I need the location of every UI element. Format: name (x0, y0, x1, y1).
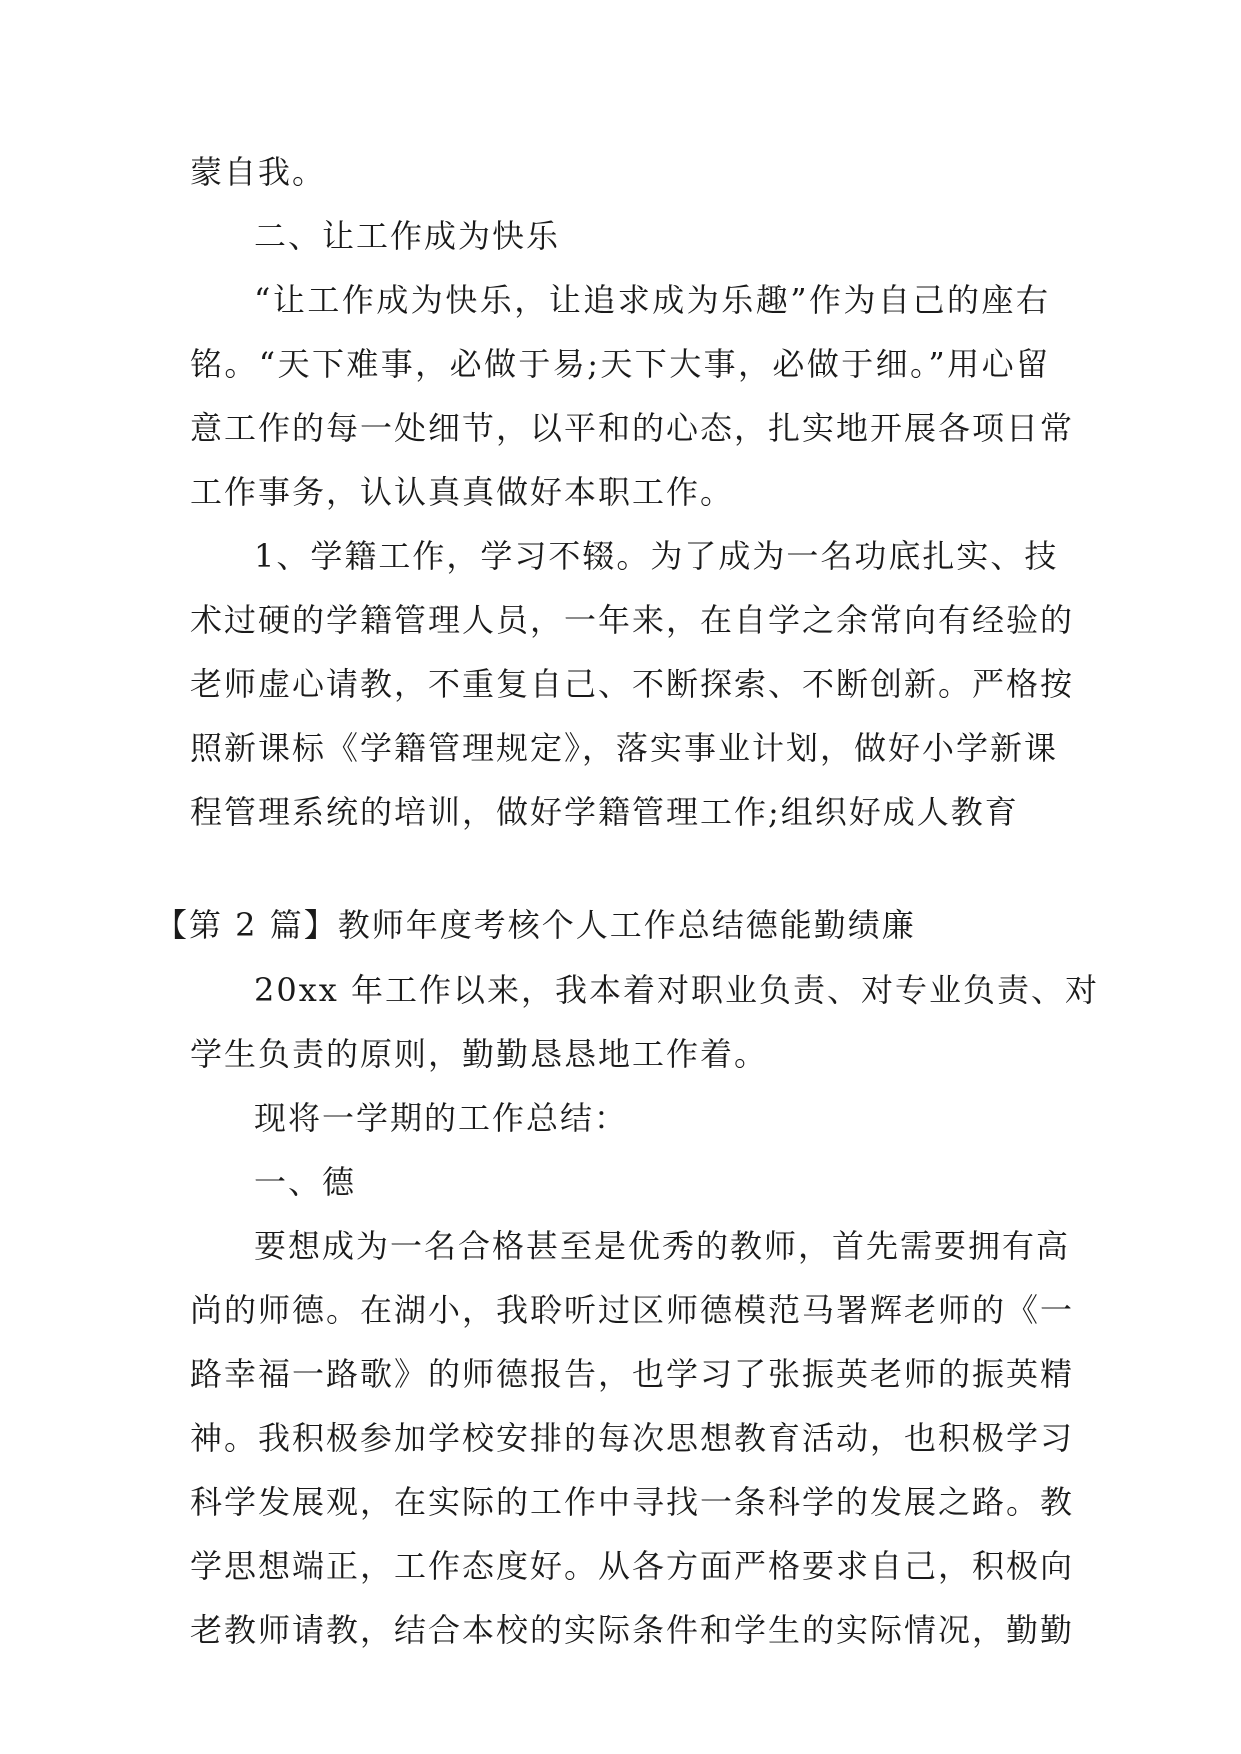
paragraph-line: 老师虚心请教，不重复自己、不断探索、不断创新。严格按 (190, 665, 1075, 703)
paragraph-line: 要想成为一名合格甚至是优秀的教师，首先需要拥有高 (254, 1227, 1071, 1265)
paragraph-line: 蒙自我。 (190, 153, 327, 191)
section-heading: 二、让工作成为快乐 (254, 217, 561, 255)
paragraph-line: 20xx 年工作以来，我本着对职业负责、对专业负责、对 (254, 971, 1099, 1009)
paragraph-line: 工作事务，认认真真做好本职工作。 (190, 473, 735, 511)
paragraph-line: 现将一学期的工作总结： (254, 1099, 629, 1137)
paragraph-line: 照新课标《学籍管理规定》，落实事业计划，做好小学新课 (190, 729, 1059, 767)
paragraph-line: 1、学籍工作，学习不辍。为了成为一名功底扎实、技 (254, 537, 1059, 575)
paragraph-line: 学生负责的原则，勤勤恳恳地工作着。 (190, 1035, 769, 1073)
paragraph-line: 神。我积极参加学校安排的每次思想教育活动，也积极学习 (190, 1419, 1075, 1457)
paragraph-line: 路幸福一路歌》的师德报告，也学习了张振英老师的振英精 (190, 1355, 1075, 1393)
paragraph-line: 意工作的每一处细节，以平和的心态，扎实地开展各项日常 (190, 409, 1075, 447)
paragraph-line: 科学发展观，在实际的工作中寻找一条科学的发展之路。教 (190, 1483, 1075, 1521)
article-title: 【第 2 篇】教师年度考核个人工作总结德能勤绩廉 (155, 906, 916, 944)
paragraph-line: 老教师请教，结合本校的实际条件和学生的实际情况，勤勤 (190, 1611, 1075, 1649)
paragraph-line: 尚的师德。在湖小，我聆听过区师德模范马署辉老师的《一 (190, 1291, 1075, 1329)
paragraph-line: 学思想端正，工作态度好。从各方面严格要求自己，积极向 (190, 1547, 1075, 1585)
section-heading: 一、德 (254, 1163, 357, 1201)
paragraph-line: “让工作成为快乐，让追求成为乐趣”作为自己的座右 (254, 281, 1050, 319)
paragraph-line: 铭。“天下难事，必做于易;天下大事，必做于细。”用心留 (190, 345, 1050, 383)
paragraph-line: 术过硬的学籍管理人员，一年来，在自学之余常向有经验的 (190, 601, 1075, 639)
paragraph-line: 程管理系统的培训，做好学籍管理工作;组织好成人教育 (190, 793, 1019, 831)
